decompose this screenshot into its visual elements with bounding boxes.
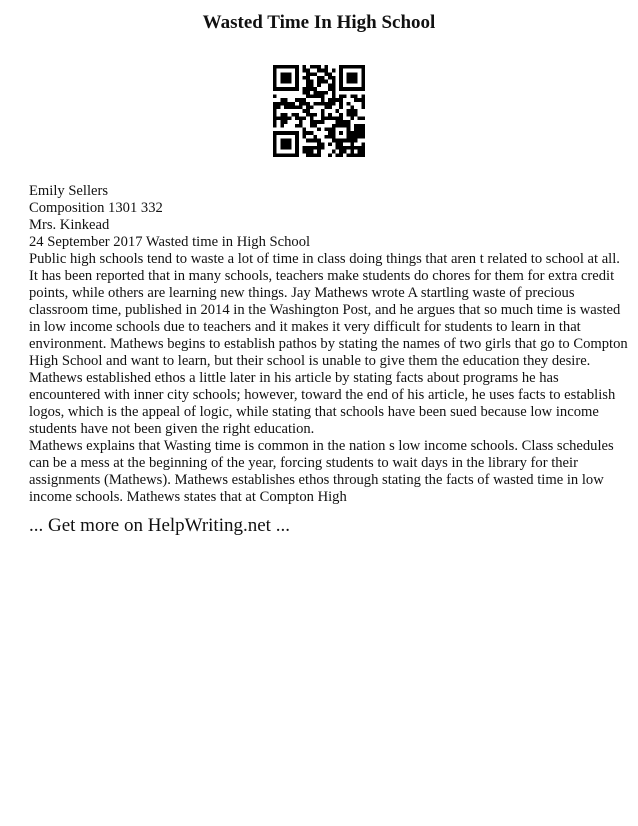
paragraph-line: Public high schools tend to waste a lot of time in class doing things that aren t related to school at all. bbox=[29, 251, 620, 267]
paragraph-line: encountered with inner city schools; however, toward the end of his article, he uses facts to establish bbox=[29, 387, 616, 403]
page-title: Wasted Time In High School bbox=[202, 12, 436, 33]
date-and-essay-title: 24 September 2017 Wasted time in High School bbox=[29, 234, 311, 250]
instructor-name: Mrs. Kinkead bbox=[29, 217, 110, 233]
paragraph-line: Mathews explains that Wasting time is common in the nation s low income schools. Class schedules bbox=[29, 438, 614, 454]
paragraph-line: can be a mess at the beginning of the year, forcing students to wait days in the library for their bbox=[29, 455, 578, 471]
paragraph-line: It has been reported that in many schools, teachers make students do chores for them for extra credit bbox=[29, 268, 615, 284]
qr-code-icon bbox=[273, 65, 365, 157]
essay-text bbox=[29, 183, 628, 506]
paragraph-line: income schools. Mathews states that at Compton High bbox=[29, 489, 347, 505]
paragraph-line: assignments (Mathews). Mathews establishes ethos through stating the facts of wasted time in low bbox=[29, 472, 604, 488]
paragraph-line: points, while others are learning new things. Jay Mathews wrote A startling waste of precious bbox=[29, 285, 575, 301]
author-name: Emily Sellers bbox=[29, 183, 109, 199]
paragraph-line: Mathews established ethos a little later in his article by stating facts about programs he has bbox=[29, 370, 559, 386]
paragraph-line: students have not been given the right education. bbox=[29, 421, 315, 437]
paragraph-line: in low income schools due to teachers and it makes it very difficult for students to learn in that bbox=[29, 319, 581, 335]
paragraph-line: High School and want to learn, but their school is unable to give them the education they desire. bbox=[29, 353, 591, 369]
paragraph-line: logos, which is the appeal of logic, while stating that schools have been sued because low income bbox=[29, 404, 599, 420]
course-info: Composition 1301 332 bbox=[29, 200, 163, 216]
paragraph-line: classroom time, published in 2014 in the Washington Post, and he argues that so much time is wasted bbox=[29, 302, 621, 318]
paragraph-line: environment. Mathews begins to establish pathos by stating the names of two girls that go to Compton bbox=[29, 336, 628, 352]
get-more-link[interactable]: ... Get more on HelpWriting.net ... bbox=[29, 515, 290, 536]
